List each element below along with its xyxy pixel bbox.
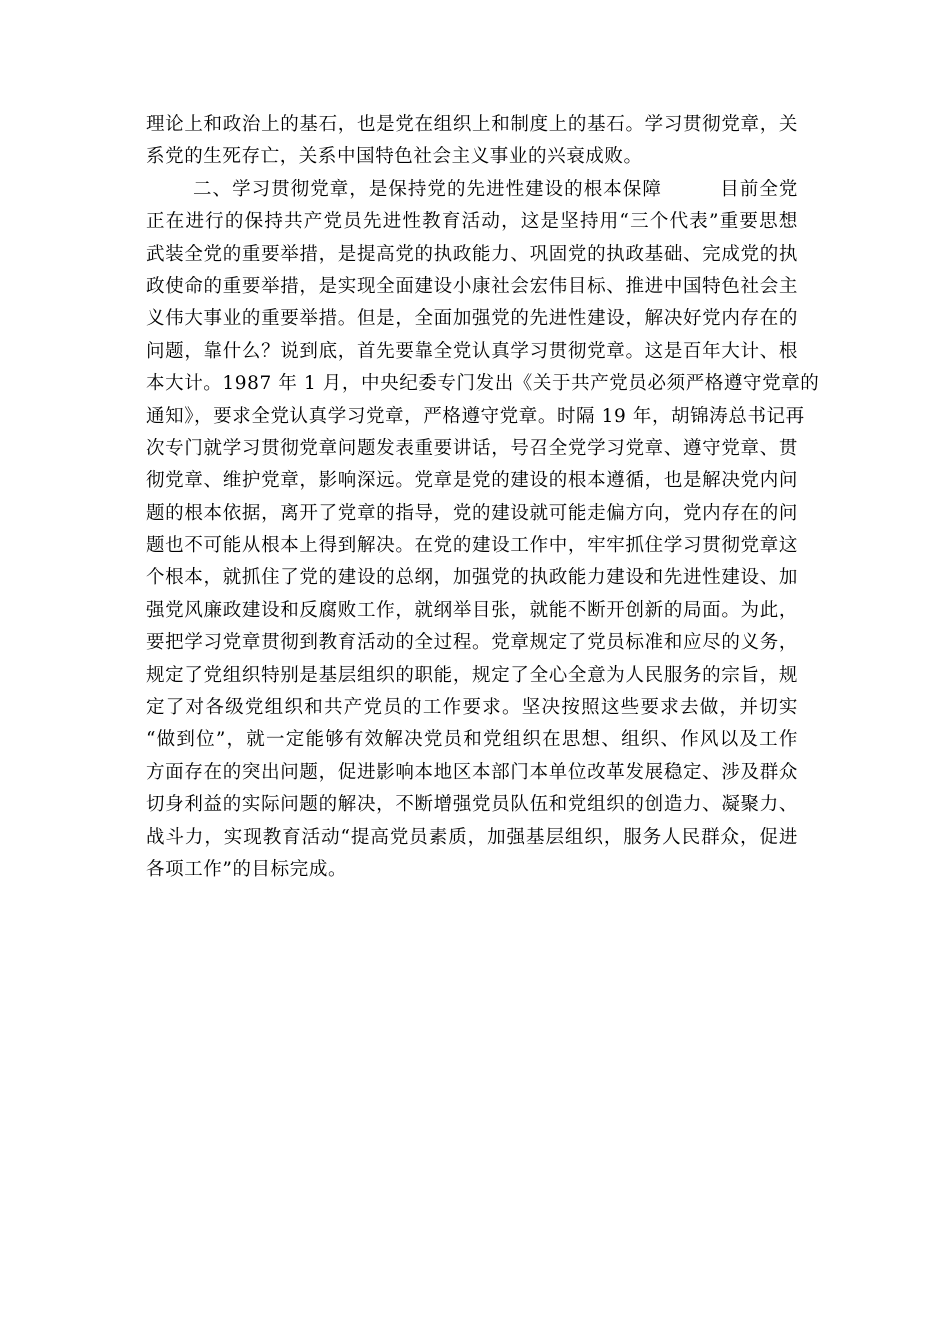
text-line: 战斗力，实现教育活动“提高党员素质，加强基层组织，服务人民群众，促进 <box>146 826 798 848</box>
text-line: 个根本，就抓住了党的建设的总纲，加强党的执政能力建设和先进性建设、加 <box>146 567 798 589</box>
text-line: 规定了党组织特别是基层组织的职能，规定了全心全意为人民服务的宗旨，规 <box>146 664 798 686</box>
text-line: 本大计。1987 年 1 月，中央纪委专门发出《关于共产党员必须严格遵守党章的 <box>146 373 820 395</box>
section-heading-line <box>146 174 798 206</box>
text-line: 理论上和政治上的基石，也是党在组织上和制度上的基石。学习贯彻党章，关 <box>146 114 798 135</box>
body-text <box>146 109 820 886</box>
text-line: 系党的生死存亡，关系中国特色社会主义事业的兴衰成败。 <box>146 146 643 168</box>
text-line: 题也不可能从根本上得到解决。在党的建设工作中，牢牢抓住学习贯彻党章这 <box>146 535 798 557</box>
text-line: 要把学习党章贯彻到教育活动的全过程。党章规定了党员标准和应尽的义务， <box>146 632 798 654</box>
text-line: 彻党章、维护党章，影响深远。党章是党的建设的根本遵循，也是解决党内问 <box>146 470 798 492</box>
text-line: 政使命的重要举措，是实现全面建设小康社会宏伟目标、推进中国特色社会主 <box>146 275 798 297</box>
text-line: 题的根本依据，离开了党章的指导，党的建设就可能走偏方向，党内存在的问 <box>146 502 798 524</box>
text-line: 义伟大事业的重要举措。但是，全面加强党的先进性建设，解决好党内存在的 <box>146 308 798 330</box>
text-line: 方面存在的突出问题，促进影响本地区本部门本单位改革发展稳定、涉及群众 <box>146 761 798 783</box>
text-line: 武装全党的重要举措，是提高党的执政能力、巩固党的执政基础、完成党的执 <box>146 243 798 265</box>
text-line: 定了对各级党组织和共产党员的工作要求。坚决按照这些要求去做，并切实 <box>146 697 798 719</box>
text-fragment: 目前全党 <box>719 178 799 200</box>
text-line: 强党风廉政建设和反腐败工作，就纲举目张，就能不断开创新的局面。为此， <box>146 599 798 621</box>
text-line: 切身利益的实际问题的解决，不断增强党员队伍和党组织的创造力、凝聚力、 <box>146 794 798 816</box>
text-line: 正在进行的保持共产党员先进性教育活动，这是坚持用“三个代表”重要思想 <box>146 211 798 233</box>
text-line: 各项工作”的目标完成。 <box>146 858 348 880</box>
section-heading: 二、学习贯彻党章，是保持党的先进性建设的根本保障 <box>193 178 662 200</box>
text-line: 问题，靠什么？说到底，首先要靠全党认真学习贯彻党章。这是百年大计、根 <box>146 340 798 362</box>
text-line: 通知》，要求全党认真学习党章，严格遵守党章。时隔 19 年，胡锦涛总书记再 <box>146 405 805 427</box>
text-line: “做到位”，就一定能够有效解决党员和党组织在思想、组织、作风以及工作 <box>146 729 798 751</box>
text-line: 次专门就学习贯彻党章问题发表重要讲话，号召全党学习党章、遵守党章、贯 <box>146 437 798 459</box>
